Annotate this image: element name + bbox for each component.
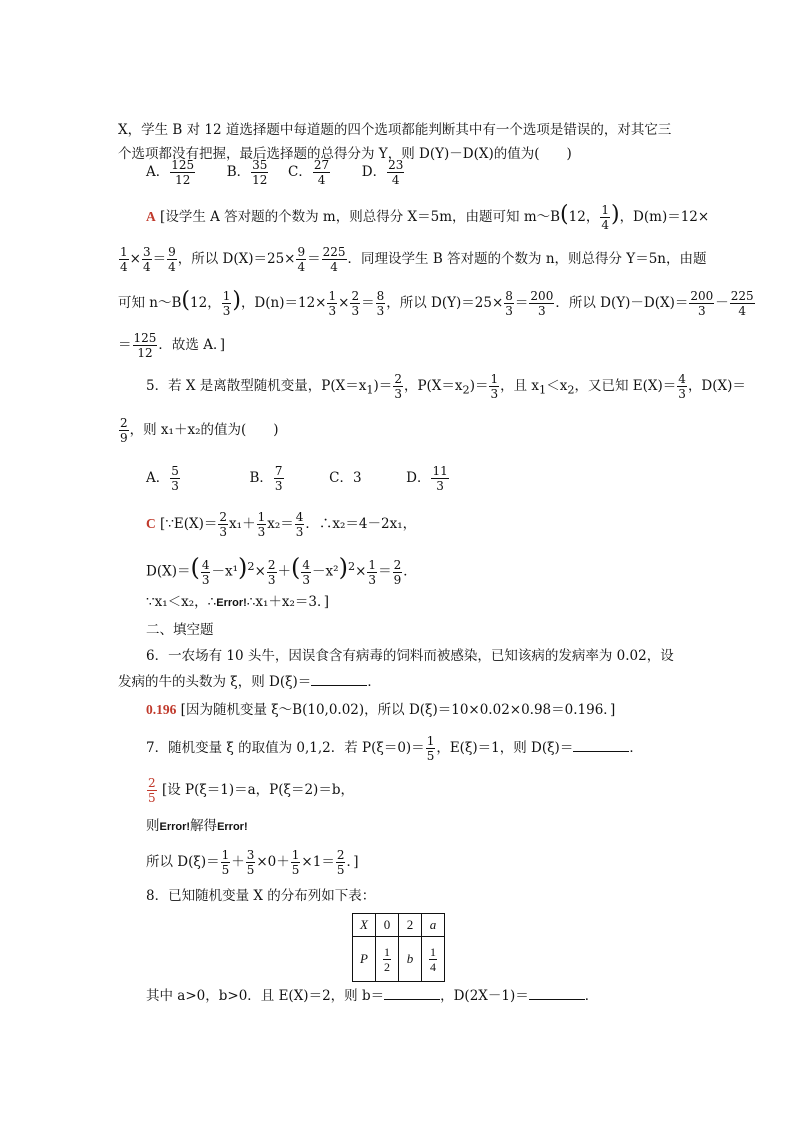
error-marker: Error!	[217, 821, 248, 833]
q8-conditions: 其中 a>0，b>0．且 E(X)＝2，则 b＝ ，D(2X－1)＝ ．	[146, 988, 599, 1004]
q5-stem-line1: 5．若 X 是离散型随机变量，$P(X=x_1)=$ $\frac{2}{3}$ ，$P(X=x_2)=$ $\frac{1}{3}$ ，且 $x_1<x_2$，又已知 E(X)＝ $\frac{4}{3}$ ，D(X)＝	[146, 372, 746, 401]
q4-solution-line2: $\frac{1}{4}$ × $\frac{3}{4}$ ＝ $\frac{9}{4}$ ，所以 D(X)＝25× $\frac{9}{4}$ ＝ $\frac{225}{4}$ ．同理设学生 B 答对题的个数为 n，则总得分 Y＝5n，由题	[120, 245, 707, 274]
q4-options	[146, 152, 405, 192]
error-marker: Error!	[216, 597, 247, 609]
q7-solution-line1: $\frac{2}{5}$ [设 P(ξ＝1)＝a，P(ξ＝2)＝b，	[148, 776, 354, 805]
q5-solution-line1: C [∵E(X)＝ $\frac{2}{3}$ x₁＋ $\frac{1}{3}$ x₂＝ $\frac{4}{3}$ ．∴x₂＝4－2x₁，	[146, 510, 417, 539]
error-marker: Error!	[159, 821, 191, 833]
q5-options	[146, 460, 450, 496]
q6-answer: 0.196	[146, 702, 177, 717]
q5-option-b[interactable]: B． $\frac{7}{3}$	[249, 464, 283, 493]
section-heading: 二、填空题	[146, 622, 214, 638]
table-cell: X	[353, 914, 376, 937]
q4-answer: A	[146, 209, 156, 224]
q4-option-c[interactable]: C． $\frac{27}{4}$	[288, 158, 330, 187]
q4-option-a[interactable]: A． $\frac{125}{12}$	[146, 158, 195, 187]
q7-stem: 7．随机变量 ξ 的取值为 0,1,2．若 P(ξ＝0)＝ $\frac{1}{5}$ ，E(ξ)＝1，则 D(ξ)＝ ．	[146, 734, 643, 763]
q5-solution-line2: D(X)＝( $\frac{4}{3}$ －x¹)$^2$× $\frac{2}{3}$ ＋( $\frac{4}{3}$ －x²)$^2$× $\frac{1}{3}$ ＝ $\frac{2}{9}$ ．	[146, 553, 417, 587]
q4-solution-line3: 可知 n～B(12， $\frac{1}{3}$ )，D(n)＝12× $\frac{1}{3}$ × $\frac{2}{3}$ ＝ $\frac{8}{3}$ ，所以 D(Y)＝25× $\frac{8}{3}$ ＝ $\frac{200}{3}$ ．所以 D(Y)－D(X)＝ $\frac{200}{3}$ － $\frac{225}{4}$	[118, 288, 754, 318]
q7-answer-blank[interactable]	[573, 739, 629, 752]
table-cell: b	[399, 937, 422, 982]
q6-answer-blank[interactable]	[311, 673, 367, 686]
table-cell: 0	[376, 914, 399, 937]
q4-stem-line2: 个选项都没有把握，最后选择题的总得分为 Y，则 D(Y)－D(X)的值为( )	[118, 146, 572, 162]
q5-stem-line2: $\frac{2}{9}$ ，则 x₁＋x₂的值为( )	[120, 416, 279, 445]
distribution-table	[352, 913, 445, 982]
table-cell: a	[422, 914, 445, 937]
q4-stem-line1: X，学生 B 对 12 道选择题中每道题的四个选项都能判断其中有一个选项是错误的，对其它三	[118, 122, 672, 138]
table-cell: $\frac{1}{2}$	[376, 937, 399, 982]
table-row	[353, 937, 445, 982]
q4-option-b[interactable]: B． $\frac{35}{12}$	[226, 158, 268, 187]
q8-blank-variance[interactable]	[529, 987, 585, 1000]
q8-stem: 8．已知随机变量 X 的分布列如下表：	[146, 888, 376, 904]
q7-answer: $\frac{2}{5}$	[148, 776, 156, 805]
q7-solution-line3: 所以 D(ξ)＝ $\frac{1}{5}$ ＋ $\frac{3}{5}$ ×0＋ $\frac{1}{5}$ ×1＝ $\frac{2}{5}$ ．]	[146, 848, 359, 877]
q5-option-a[interactable]: A． $\frac{5}{3}$	[146, 464, 179, 493]
table-cell: 2	[399, 914, 422, 937]
q5-answer: C	[146, 516, 156, 531]
q7-solution-line2: 则Error!解得Error!	[146, 818, 248, 834]
q8-blank-b[interactable]	[384, 987, 440, 1000]
q4-solution-line1: A [设学生 A 答对题的个数为 m，则总得分 X＝5m，由题可知 m～B(12， $\frac{1}{4}$ )，D(m)＝12×	[146, 202, 710, 232]
q6-stem-line2: 发病的牛的头数为 ξ，则 D(ξ)＝ ．	[118, 674, 381, 690]
q6-stem-line1: 6．一农场有 10 头牛，因误食含有病毒的饲料而被感染，已知该病的发病率为 0.02，设	[146, 648, 674, 664]
q5-option-d[interactable]: D． $\frac{11}{3}$	[406, 464, 448, 493]
q5-option-c[interactable]: C．3	[329, 470, 362, 486]
table-row	[353, 914, 445, 937]
q6-solution: 0.196 [因为随机变量 ξ～B(10,0.02)，所以 D(ξ)＝10×0.02×0.98＝0.196．]	[146, 702, 616, 718]
table-cell: P	[353, 937, 376, 982]
q4-solution-line4: ＝ $\frac{125}{12}$ ．故选 A．]	[118, 331, 225, 360]
q4-option-d[interactable]: D． $\frac{23}{4}$	[361, 158, 404, 187]
q5-solution-line3: ∵x₁＜x₂，∴Error!∴x₁＋x₂＝3．]	[146, 594, 330, 610]
table-cell: $\frac{1}{4}$	[422, 937, 445, 982]
